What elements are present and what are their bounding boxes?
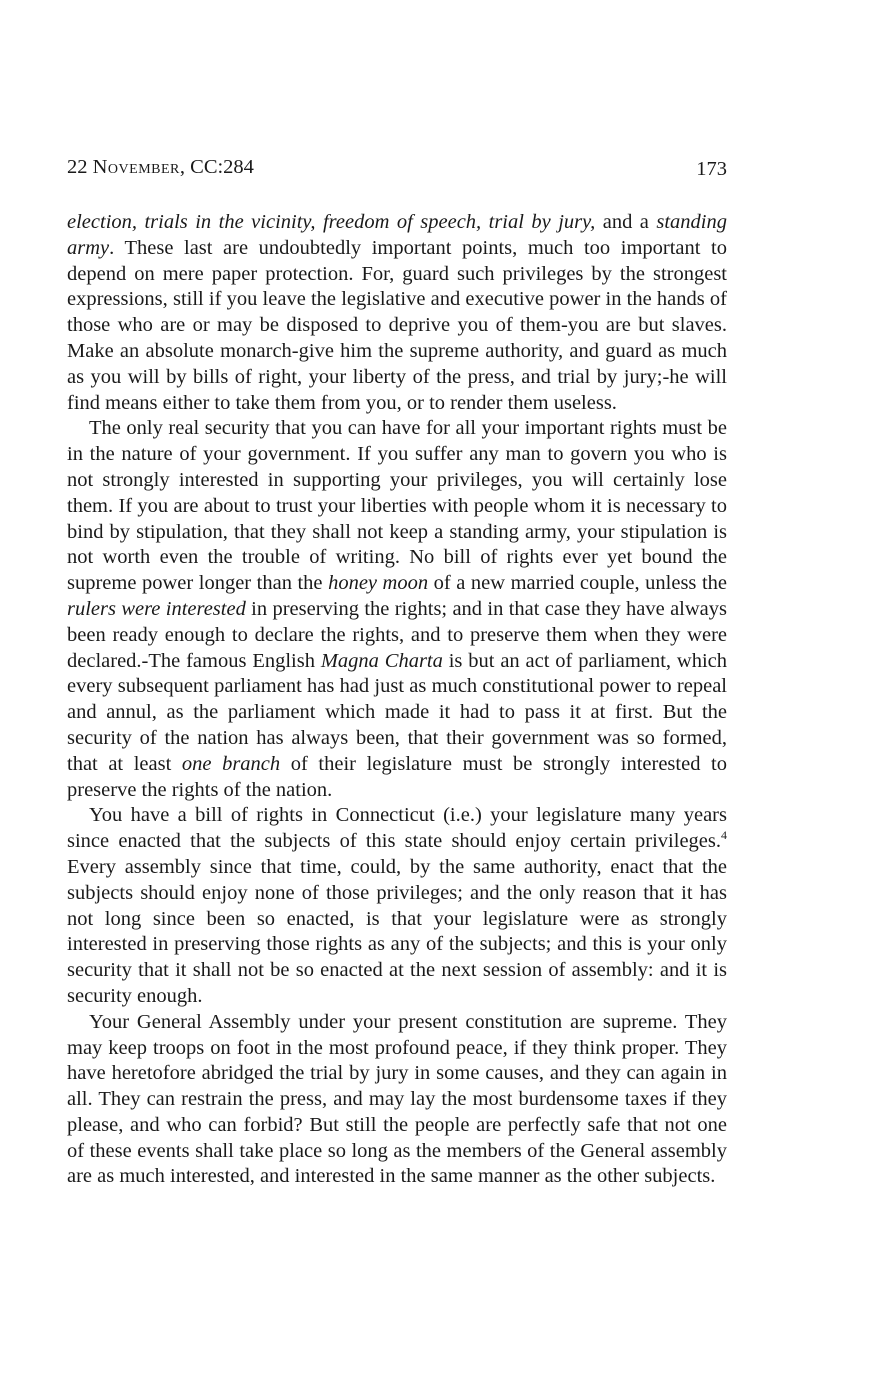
page-number: 173 (696, 158, 727, 180)
italic-text: one branch (181, 752, 281, 775)
footnote-ref: 4 (721, 828, 727, 843)
document-page (67, 156, 727, 1190)
paragraph (67, 803, 727, 1009)
paragraph (67, 1010, 727, 1191)
running-head (67, 156, 727, 186)
document-body (67, 210, 727, 1190)
text-run: Every assembly since that time, could, by the same authority, enact that the subjects should enjoy none of those privileges; and the only reason that it has not long since been so enacted, is that your legislature were as strongly interested in preserving those rights as any of the subjects; and this is your only security that it shall not be so enacted at the next session of assembly: and it is security enough. (67, 855, 727, 1007)
text-run: Your General Assembly under your present constitution are supreme. They may keep troops on foot in the most profound peace, if they think proper. They have heretofore abridged the trial by jury in some causes, and they can again in all. They can restrain the press, and may lay the most burdensome taxes if they please, and who can forbid? But still the people are perfectly safe that not one of these events shall take place so long as the members of the General assembly are as much interested, and interested in the same manner as the other subjects. (67, 1010, 727, 1188)
header-date: 22 (67, 156, 93, 178)
text-run: is but an act of parliament, which every subsequent parliament has had just as much constitutional power to repeal and annul, as the parliament which made it had to pass it at first. But the security of the nation has always been, that their government was so formed, that at least (67, 649, 727, 775)
text-run: . These last are undoubtedly important points, much too important to depend on mere paper protection. For, guard such privileges by the strongest expressions, still if you leave the legislative and executive power in the hands of those who are or may be disposed to deprive you of them-you are but slaves. Make an absolute monarch-give him the supreme authority, and guard as much as you will by bills of right, your liberty of the press, and trial by jury;-he will find means either to take them from you, or to render them useless. (67, 236, 727, 414)
italic-text: rulers were interested (67, 597, 246, 620)
text-run: and a (595, 211, 657, 233)
paragraph (67, 210, 727, 416)
header-doc-ref: , CC:284 (179, 156, 254, 178)
running-head-left (67, 156, 254, 179)
paragraph (67, 416, 727, 803)
italic-text: standing army (67, 211, 727, 259)
text-run: of a new married couple, unless the (428, 572, 727, 595)
text-run: You have a bill of rights in Connecticut (i.e.) your legislature many years since enacted that the subjects of this state should enjoy certain privileges. (67, 804, 727, 853)
text-run: The only real security that you can have for all your important rights must be in the nature of your government. If you suffer any man to govern you who is not strongly interested in supporting your privileges, you will certainly lose them. If you are about to trust your liberties with people whom it is necessary to bind by stipulation, that they shall not keep a standing army, your stipulation is not worth even the trouble of writing. No bill of rights ever yet bound the supreme power longer than the (67, 417, 727, 595)
header-month: November (92, 156, 180, 178)
text-run: of their legislature must be strongly interested to preserve the rights of the nation. (67, 752, 727, 801)
text-run: in preserving the rights; and in that case they have always been ready enough to declare the rights, and to preserve them when they were declared.-The famous English (67, 597, 727, 672)
italic-text: honey moon (328, 572, 429, 595)
italic-text: Magna Charta (320, 649, 443, 672)
italic-text: election, trials in the vicinity, freedom of speech, trial by jury, (67, 211, 596, 233)
